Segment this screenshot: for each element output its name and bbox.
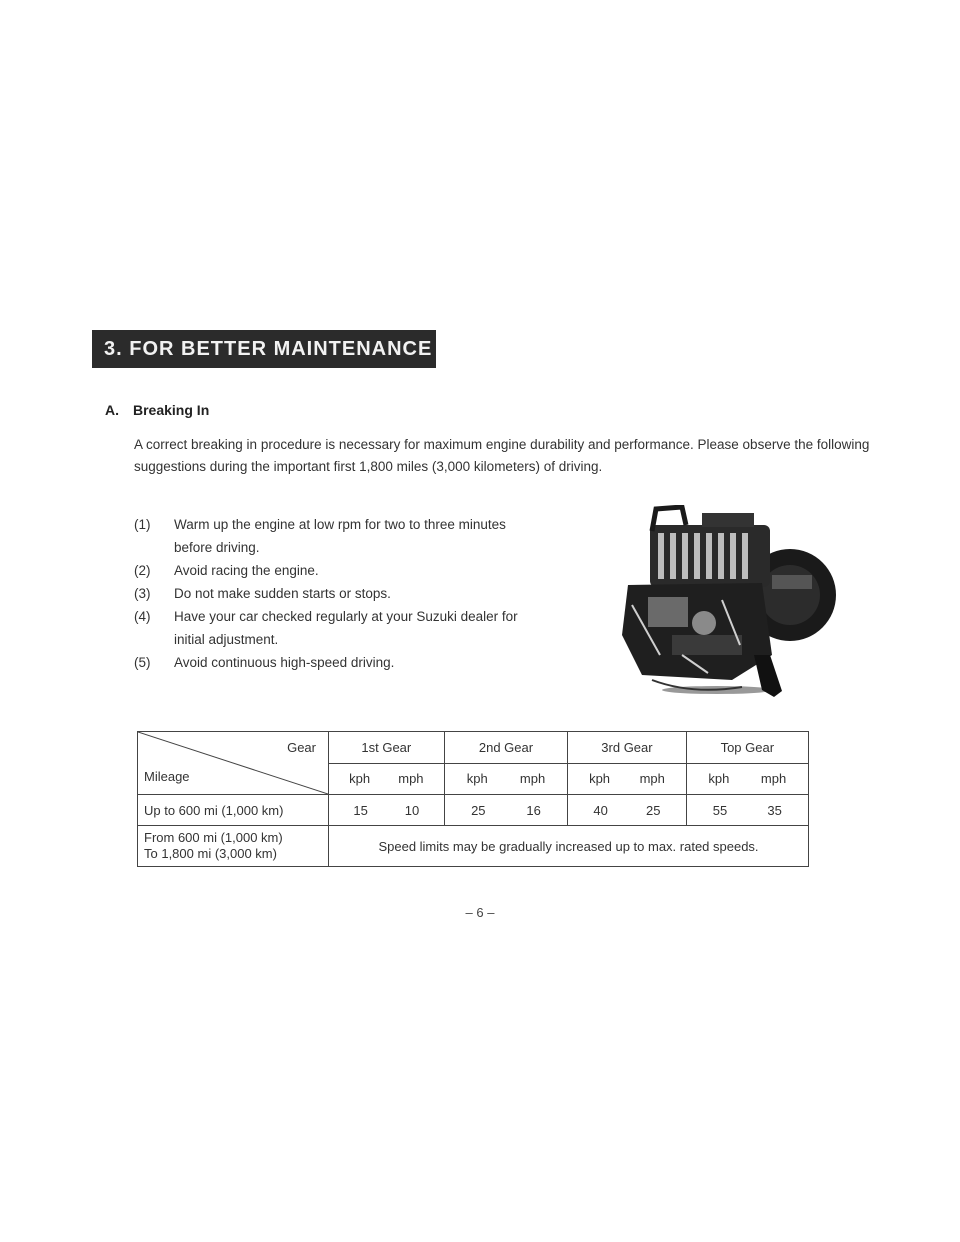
gear-header: Top Gear bbox=[686, 732, 808, 764]
unit-kph: kph bbox=[708, 771, 730, 787]
speed-mph: 35 bbox=[767, 802, 782, 818]
gear-header: 3rd Gear bbox=[568, 732, 686, 764]
step-text: Avoid continuous high-speed driving. bbox=[174, 655, 395, 670]
speed-kph: 55 bbox=[712, 802, 728, 818]
list-item bbox=[134, 513, 534, 559]
speed-cell bbox=[686, 795, 808, 826]
breaking-in-steps bbox=[134, 513, 534, 674]
step-number: (2) bbox=[134, 563, 151, 578]
step-text: Do not make sudden starts or stops. bbox=[174, 586, 391, 601]
table-row bbox=[138, 826, 809, 867]
speed-kph: 25 bbox=[471, 802, 486, 818]
row-label-line: From 600 mi (1,000 km) bbox=[144, 830, 283, 845]
page-number: – 6 – bbox=[465, 905, 495, 920]
unit-kph: kph bbox=[466, 771, 488, 787]
unit-mph: mph bbox=[760, 771, 787, 787]
unit-kph: kph bbox=[349, 771, 371, 787]
step-text: Avoid racing the engine. bbox=[174, 563, 319, 578]
speed-cell bbox=[568, 795, 686, 826]
list-item bbox=[134, 559, 534, 582]
speed-mph: 16 bbox=[526, 802, 541, 818]
table-corner-cell bbox=[138, 732, 329, 795]
intro-paragraph: A correct breaking in procedure is necessary for maximum engine durability and performance. Please observe the following suggestions during the important first 1,800 miles (3,000 kilometers) of driving. bbox=[134, 437, 870, 474]
units-cell bbox=[329, 763, 445, 795]
units-cell bbox=[568, 763, 686, 795]
corner-gear-label: Gear bbox=[287, 740, 316, 755]
engine-photo bbox=[612, 505, 842, 705]
unit-mph: mph bbox=[398, 771, 424, 787]
gear-header: 1st Gear bbox=[329, 732, 445, 764]
list-item bbox=[134, 605, 534, 651]
section-title-banner: 3. FOR BETTER MAINTENANCE bbox=[92, 330, 436, 368]
table-header-row bbox=[138, 732, 809, 764]
speed-cell bbox=[444, 795, 568, 826]
corner-mileage-label: Mileage bbox=[144, 769, 190, 784]
unit-mph: mph bbox=[639, 771, 665, 787]
speed-kph: 40 bbox=[593, 802, 608, 818]
speed-mph: 10 bbox=[404, 802, 420, 818]
units-cell bbox=[686, 763, 808, 795]
speed-cell bbox=[329, 795, 445, 826]
breaking-in-heading bbox=[105, 402, 209, 418]
unit-kph: kph bbox=[589, 771, 611, 787]
heading-text: Breaking In bbox=[133, 402, 210, 418]
step-text: Have your car checked regularly at your Suzuki dealer for initial adjustment. bbox=[174, 609, 518, 647]
list-item bbox=[134, 651, 534, 674]
step-number: (4) bbox=[134, 609, 151, 624]
speed-kph: 15 bbox=[353, 802, 368, 818]
step-number: (1) bbox=[134, 517, 151, 532]
row-label-line: To 1,800 mi (3,000 km) bbox=[144, 846, 277, 861]
step-text: Warm up the engine at low rpm for two to three minutes before driving. bbox=[174, 517, 506, 555]
table-row bbox=[138, 795, 809, 826]
list-item bbox=[134, 582, 534, 605]
gear-header: 2nd Gear bbox=[444, 732, 568, 764]
heading-marker: A. bbox=[105, 402, 119, 418]
unit-mph: mph bbox=[519, 771, 546, 787]
step-number: (3) bbox=[134, 586, 151, 601]
row-label: Up to 600 mi (1,000 km) bbox=[138, 795, 329, 826]
speed-mph: 25 bbox=[646, 802, 661, 818]
speed-note: Speed limits may be gradually increased up to max. rated speeds. bbox=[329, 826, 809, 867]
units-cell bbox=[444, 763, 568, 795]
step-number: (5) bbox=[134, 655, 151, 670]
breaking-in-speed-table bbox=[137, 731, 809, 867]
row-label bbox=[138, 826, 329, 867]
